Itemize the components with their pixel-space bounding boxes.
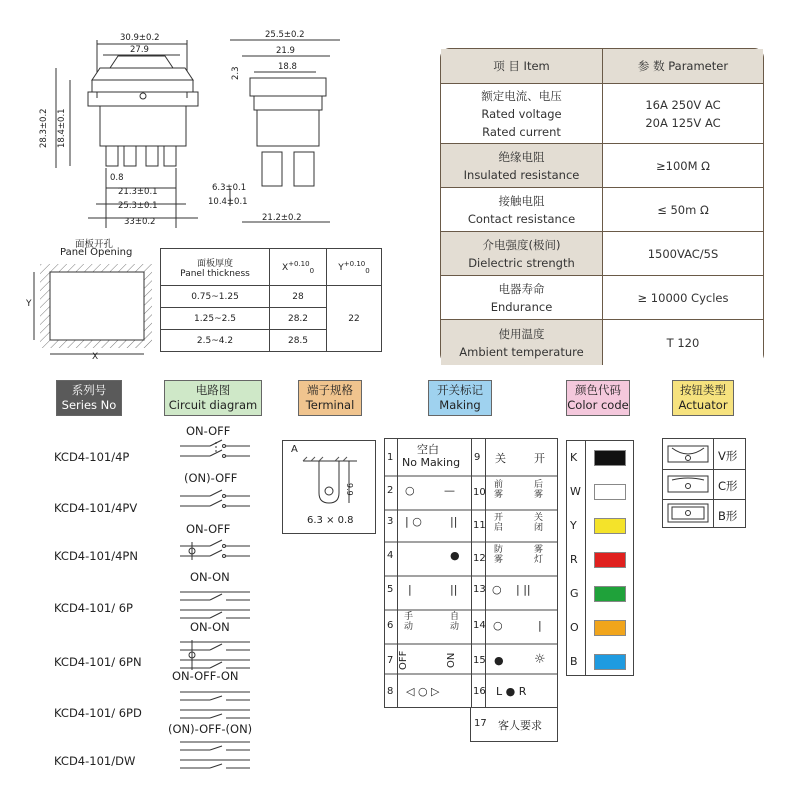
color-code-letter: B bbox=[570, 655, 578, 668]
circuit-on-off-on-diagram bbox=[180, 692, 250, 718]
parameter-header: 参 数 Parameter bbox=[637, 59, 729, 73]
dim-side-width: 25.5±0.2 bbox=[265, 30, 305, 40]
making-symbol: ○ bbox=[492, 583, 502, 596]
circuit-momentary-dual-diagram bbox=[180, 742, 250, 768]
making-symbol: ● bbox=[494, 654, 504, 667]
dim-front-height: 28.3±0.2 bbox=[39, 108, 49, 148]
circuit-lamp-diagram bbox=[180, 540, 250, 560]
making-symbol: 后雾 bbox=[534, 480, 544, 500]
terminal-box bbox=[282, 440, 376, 534]
parameter-row: 额定电流、电压 Rated voltage Rated current 16A 250V AC 20A 125V AC bbox=[441, 83, 763, 143]
header-making: 开关标记 Making bbox=[428, 380, 492, 416]
dim-front-pins: 21.3±0.1 bbox=[118, 187, 158, 197]
making-symbol: L ● R bbox=[496, 685, 527, 698]
color-code-letter: W bbox=[570, 485, 581, 498]
terminal-size: 6.3 × 0.8 bbox=[307, 515, 354, 526]
making-symbol: | || bbox=[516, 583, 531, 596]
circuit-label: (ON)-OFF-(ON) bbox=[168, 722, 253, 736]
making-symbol: 开 bbox=[534, 452, 545, 465]
x-cell: 28 bbox=[270, 286, 327, 308]
circuit-label: ON-OFF bbox=[186, 522, 231, 536]
circuit-on-off-diagram bbox=[180, 440, 250, 458]
v-shape-icon bbox=[668, 446, 708, 462]
panel-opening-title-cn: 面板开孔 bbox=[75, 239, 114, 250]
terminal-diagram bbox=[297, 453, 367, 513]
making-symbol: | bbox=[538, 619, 542, 632]
item-header: 项 目 Item bbox=[441, 49, 603, 83]
circuit-label: ON-ON bbox=[190, 620, 230, 634]
thickness-cell: 0.75~1.25 bbox=[161, 286, 270, 308]
series-model: KCD4-101/ 6PD bbox=[54, 706, 142, 720]
making-symbol: — bbox=[444, 484, 455, 497]
color-swatch bbox=[594, 586, 626, 602]
series-model: KCD4-101/4PN bbox=[54, 549, 138, 563]
making-number: 3 bbox=[387, 516, 394, 527]
dim-front-pins-outer: 25.3±0.1 bbox=[118, 201, 158, 211]
parameter-row: 使用温度 Ambient temperature T 120 bbox=[441, 319, 763, 365]
dim-side-lip: 2.3 bbox=[231, 66, 241, 80]
dim-side-pin2: 10.4±0.1 bbox=[208, 197, 248, 207]
making-row-17 bbox=[470, 708, 558, 742]
thickness-cell: 2.5~4.2 bbox=[161, 330, 270, 352]
y-cell: 22 bbox=[327, 286, 382, 352]
making-grid bbox=[384, 438, 558, 708]
thickness-cell: 1.25~2.5 bbox=[161, 308, 270, 330]
series-model: KCD4-101/ 6PN bbox=[54, 655, 142, 669]
making-number: 15 bbox=[473, 655, 486, 666]
actuator-label: C形 bbox=[718, 479, 738, 493]
making-symbol: ON bbox=[446, 652, 457, 668]
dim-front-base: 33±0.2 bbox=[124, 217, 156, 227]
making-number: 8 bbox=[387, 686, 394, 697]
x-header: $X^{+0.10}_0$ bbox=[270, 249, 327, 286]
b-shape-icon bbox=[668, 504, 708, 522]
terminal-height: 9.9 bbox=[345, 483, 354, 496]
making-symbol: OFF bbox=[398, 650, 409, 670]
making-symbol: ○ bbox=[405, 484, 415, 497]
parameter-header-row bbox=[441, 49, 763, 83]
header-actuator: 按钮类型 Actuator bbox=[672, 380, 734, 416]
making-number: 6 bbox=[387, 620, 394, 631]
color-swatch bbox=[594, 450, 626, 466]
making-number: 13 bbox=[473, 584, 486, 595]
making-number: 10 bbox=[473, 487, 486, 498]
making-number: 1 bbox=[387, 452, 394, 463]
header-terminal: 端子规格 Terminal bbox=[298, 380, 362, 416]
header-color: 颜色代码 Color code bbox=[566, 380, 630, 416]
circuit-momentary-diagram bbox=[180, 490, 250, 508]
c-shape-icon bbox=[668, 476, 708, 492]
dim-front-body: 18.4±0.1 bbox=[57, 108, 67, 148]
series-model: KCD4-101/DW bbox=[54, 754, 136, 768]
series-model: KCD4-101/4PV bbox=[54, 501, 138, 515]
axis-x-label: X bbox=[92, 352, 99, 362]
circuit-on-on-diagram bbox=[180, 592, 250, 618]
circuit-label: ON-ON bbox=[190, 570, 230, 584]
dim-front-width: 30.9±0.2 bbox=[120, 33, 160, 43]
making-number: 16 bbox=[473, 686, 486, 697]
making-symbol: 手动 bbox=[404, 612, 414, 632]
making-symbol: 关 bbox=[495, 452, 506, 465]
making-number: 2 bbox=[387, 485, 394, 496]
axis-y-label: Y bbox=[26, 299, 32, 309]
color-swatch bbox=[594, 620, 626, 636]
circuit-label: ON-OFF-ON bbox=[172, 669, 239, 683]
actuator-shapes bbox=[666, 442, 710, 524]
parameter-row: 接触电阻 Contact resistance ≤ 50m Ω bbox=[441, 187, 763, 231]
panel-opening-title-en: Panel Opening bbox=[60, 247, 133, 258]
making-number: 12 bbox=[473, 553, 486, 564]
making-symbol: || bbox=[450, 515, 458, 528]
making-number: 14 bbox=[473, 620, 486, 631]
circuit-label: (ON)-OFF bbox=[184, 471, 238, 485]
parameter-row: 电器寿命 Endurance ≥ 10000 Cycles bbox=[441, 275, 763, 319]
color-code-letter: G bbox=[570, 587, 579, 600]
making-symbol: | ○ bbox=[405, 515, 422, 528]
header-circuit: 电路图 Circuit diagram bbox=[164, 380, 262, 416]
color-code-letter: K bbox=[570, 451, 578, 464]
dim-front-gap: 0.8 bbox=[110, 173, 124, 183]
color-swatch bbox=[594, 518, 626, 534]
panel-thickness-table bbox=[160, 248, 382, 352]
dim-side-inner: 21.9 bbox=[276, 46, 295, 56]
front-view bbox=[56, 40, 198, 228]
dim-side-base: 21.2±0.2 bbox=[262, 213, 302, 223]
x-cell: 28.2 bbox=[270, 308, 327, 330]
making-number: 11 bbox=[473, 520, 486, 531]
making-symbol: 客人要求 bbox=[498, 719, 542, 732]
making-symbol: ◁ ○ ▷ bbox=[406, 685, 440, 698]
x-cell: 28.5 bbox=[270, 330, 327, 352]
actuator-label: V形 bbox=[718, 449, 738, 463]
circuit-label: ON-OFF bbox=[186, 424, 231, 438]
making-symbol: 关闭 bbox=[534, 513, 544, 533]
making-number: 4 bbox=[387, 550, 394, 561]
making-symbol: 防雾 bbox=[494, 545, 504, 565]
circuit-diagrams bbox=[170, 438, 270, 778]
circuit-on-on-lamp-diagram bbox=[180, 640, 250, 670]
making-symbol: ● bbox=[450, 549, 460, 562]
making-symbol: || bbox=[450, 583, 458, 596]
color-code-letter: R bbox=[570, 553, 578, 566]
y-header: $Y^{+0.10}_0$ bbox=[327, 249, 382, 286]
thickness-header: 面板厚度 Panel thickness bbox=[161, 249, 270, 286]
actuator-label: B形 bbox=[718, 509, 738, 523]
panel-opening-diagram bbox=[28, 260, 160, 360]
dim-front-inner: 27.9 bbox=[130, 45, 149, 55]
parameter-row: 介电强度(极间) Dielectric strength 1500VAC/5S bbox=[441, 231, 763, 275]
making-symbol: ○ bbox=[493, 619, 503, 632]
making-number: 7 bbox=[387, 655, 394, 666]
making-symbol: 开启 bbox=[494, 513, 504, 533]
making-symbol: | bbox=[408, 583, 412, 596]
color-swatch bbox=[594, 484, 626, 500]
making-number: 17 bbox=[474, 718, 487, 729]
parameter-row: 绝缘电阻 Insulated resistance ≥100M Ω bbox=[441, 143, 763, 187]
making-symbol: 前雾 bbox=[494, 480, 504, 500]
making-number: 9 bbox=[474, 452, 481, 463]
terminal-letter: A bbox=[291, 444, 298, 455]
color-swatch bbox=[594, 552, 626, 568]
making-number: 5 bbox=[387, 584, 394, 595]
making-symbol: 空白 bbox=[417, 443, 439, 456]
color-swatch bbox=[594, 654, 626, 670]
dim-side-body: 18.8 bbox=[278, 62, 297, 72]
series-model: KCD4-101/4P bbox=[54, 450, 130, 464]
series-model: KCD4-101/ 6P bbox=[54, 601, 133, 615]
making-symbol: ☼ bbox=[534, 652, 546, 667]
color-code-letter: O bbox=[570, 621, 579, 634]
making-symbol: No Making bbox=[402, 456, 461, 469]
making-symbol: 雾灯 bbox=[534, 545, 544, 565]
color-code-letter: Y bbox=[570, 519, 577, 532]
header-series: 系列号 Series No bbox=[56, 380, 122, 416]
making-symbol: 自动 bbox=[450, 612, 460, 632]
dim-side-pin: 6.3±0.1 bbox=[212, 183, 247, 193]
outline-drawing bbox=[40, 28, 340, 233]
parameter-table bbox=[440, 48, 764, 364]
